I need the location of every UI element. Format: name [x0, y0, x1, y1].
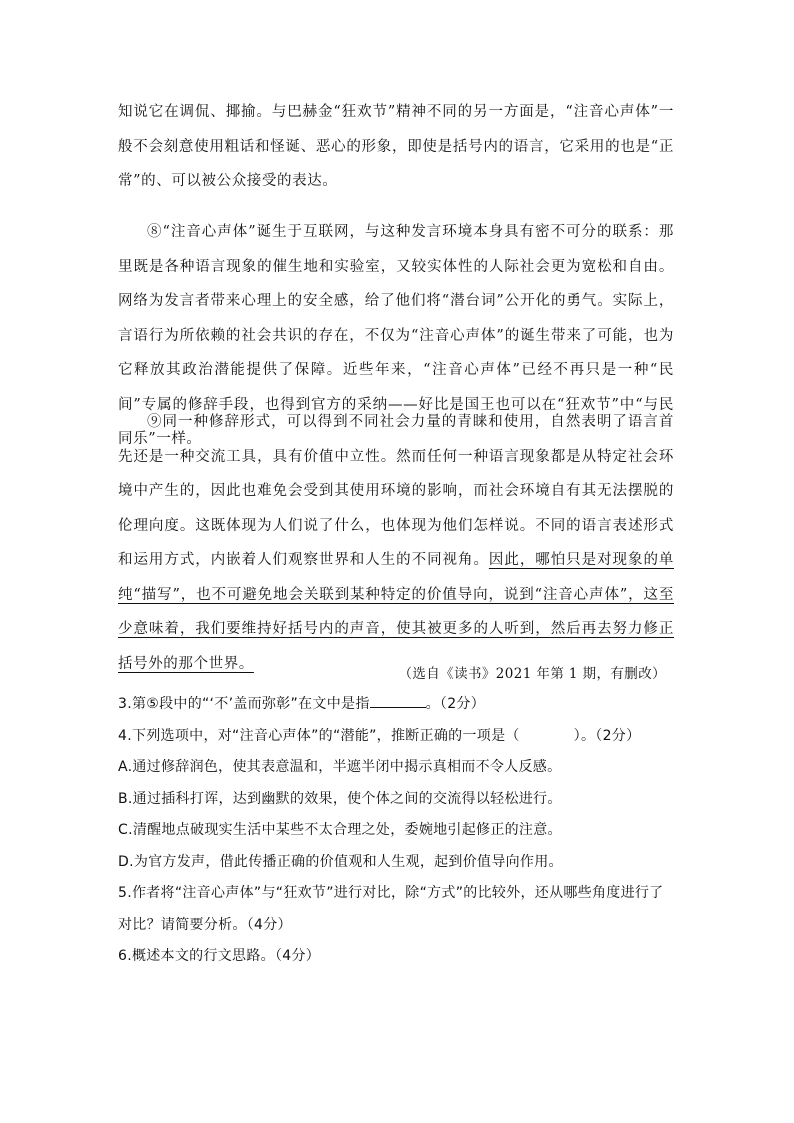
question-score: 。（2分）	[425, 696, 486, 712]
article-paragraph-7-continued	[118, 95, 674, 199]
paragraph-text: 知说它在调侃、揶揄。与巴赫金“狂欢节”精神不同的另一方面是，“注音心声体”一般不会刻意使用粗话和怪诞、恶心的形象，即使是括号内的语言，它采用的也是“正常”的、可以被公众接受的表达。	[118, 104, 674, 189]
answer-blank[interactable]	[370, 693, 426, 708]
question-text: 4.下列选项中，对“注音心声体”的“潜能”，推断正确的一项是（	[118, 727, 520, 744]
question-3	[118, 689, 674, 721]
paragraph-text: ⑧“注音心声体”诞生于互联网，与这种发言环境本身具有密不可分的联系：那里既是各种语言现象的催生地和实验室，又较实体性的人际社会更为宽松和自由。网络为发言者带来心理上的安全感，给了他们将“潜台词”公开化的勇气。实际上，言语行为所依赖的社会共识的存在，不仅为“注音心声体”的诞生带来了可能，也为它释放其政治潜能提供了保障。近些年来，“注音心声体”已经不再只是一种“民间”专属的修辞手段，也得到官方的采纳——好比是国王也可以在“狂欢节”中“与民同乐”一样。	[118, 224, 674, 447]
option-c: C.清醒地点破现实生活中某些不太合理之处，委婉地引起修正的注意。	[118, 822, 562, 838]
option-d: D.为官方发声，借此传播正确的价值观和人生观，起到价值导向作用。	[118, 853, 563, 870]
question-list	[118, 689, 674, 973]
question-score: ）。（2分）	[573, 727, 641, 744]
underlined-sentence: 因此，哪怕只是对现象的单纯“描写”，也不可避免地会关联到某种特定的价值导向，说到“注音心声体”，这至少意味着，我们要维持好括号内的声音，使其被更多的人听到，然后再去努力修正括号外的那个世界。	[118, 552, 674, 672]
article-source: （选自《读书》2021 年第 1 期，有删改）	[398, 666, 666, 682]
option-a: A.通过修辞润色，使其表意温和，半遮半闭中揭示真相而不令人反感。	[118, 759, 562, 775]
question-text: 3.第⑤段中的“‘不’盖而弥彰”在文中是指	[118, 696, 370, 712]
question-6: 6.概述本文的行文思路。（4分）	[118, 948, 321, 964]
paragraph-text: ⑨同一种修辞形式，可以得到不同社会力量的青睐和使用，自然表明了语言首先还是一种交流工具，具有价值中立性。然而任何一种语言现象都是从特定社会环境中产生的，因此也难免会受到其使用环境的影响，而社会环境自有其无法摆脱的伦理向度。这既体现为人们说了什么，也体现为他们怎样说。不同的语言表述形式和运用方式，内嵌着人们观察世界和人生的不同视角。	[118, 414, 674, 568]
article-paragraph-9	[118, 405, 674, 681]
question-5: 5.作者将“注音心声体”与“狂欢节”进行对比，除“方式”的比较外，还从哪些角度进行了对比？请简要分析。（4分）	[118, 885, 664, 933]
option-b: B.通过插科打诨，达到幽默的效果，使个体之间的交流得以轻松进行。	[118, 790, 562, 807]
question-4	[118, 721, 674, 753]
